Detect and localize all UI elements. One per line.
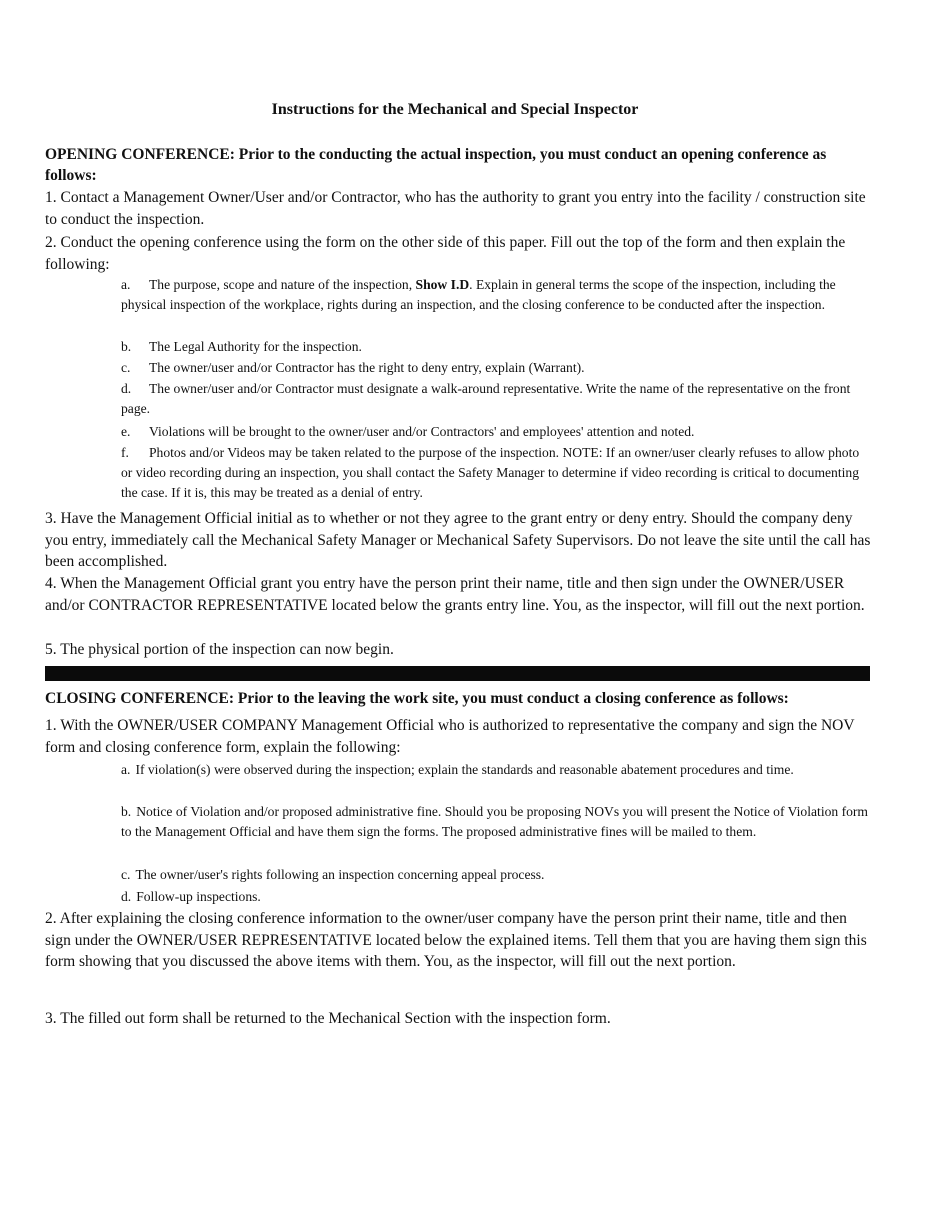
- opening-step-4: 4. When the Management Official grant you entry have the person print their name, title and then sign under the OWNER/USER and/or CONTRACTOR REPRESENTATIVE located below the grants entry line. You, as the inspector, will fill out the next portion.: [45, 575, 865, 614]
- item-letter: c.: [121, 867, 131, 882]
- closing-step-1: 1. With the OWNER/USER COMPANY Management Official who is authorized to representative the company and sign the NOV form and closing conference form, explain the following:: [45, 717, 855, 756]
- closing-step-3: 3. The filled out form shall be returned to the Mechanical Section with the inspection form.: [45, 1010, 611, 1027]
- item-letter: a.: [121, 762, 131, 777]
- closing-item-b: b. Notice of Violation and/or proposed administrative fine. Should you be proposing NOVs you will present the Notice of Violation form to the Management Official and have them sign the forms. The proposed administrative fines will be mailed to them.: [121, 804, 869, 839]
- item-letter: b.: [121, 804, 132, 819]
- item-letter: f.: [121, 445, 129, 460]
- item-letter: a.: [121, 277, 131, 292]
- page-title: Instructions for the Mechanical and Special Inspector: [271, 101, 639, 118]
- closing-conference-heading: CLOSING CONFERENCE: Prior to the leaving the work site, you must conduct a closing conference as follows:: [45, 690, 789, 707]
- opening-item-b: b. The Legal Authority for the inspection.: [121, 337, 871, 357]
- opening-item-f: f. Photos and/or Videos may be taken related to the purpose of the inspection. NOTE: If an owner/user clearly refuses to allow photo or video recording during an inspection, you shall contact the Safety Manager to determine if video recording is critical to documenting the case. If it is, this may be treated as a denial of entry.: [121, 445, 860, 500]
- item-letter: c.: [121, 360, 131, 375]
- item-letter: e.: [121, 424, 131, 439]
- opening-item-d: d. The owner/user and/or Contractor must designate a walk-around representative. Write the name of the representative on the front page.: [121, 381, 851, 416]
- closing-item-d: d. Follow-up inspections.: [121, 887, 871, 907]
- item-letter: d.: [121, 889, 132, 904]
- opening-item-a: a. The purpose, scope and nature of the inspection, Show I.D. Explain in general terms the scope of the inspection, including the physical inspection of the workplace, rights during an inspection, and the closing conference to be conducted after the inspection.: [121, 277, 836, 312]
- item-letter: d.: [121, 381, 132, 396]
- opening-step-1: 1. Contact a Management Owner/User and/or Contractor, who has the authority to grant you entry into the facility / construction site to conduct the inspection.: [45, 189, 866, 228]
- opening-item-c: c. The owner/user and/or Contractor has the right to deny entry, explain (Warrant).: [121, 358, 871, 378]
- item-letter: b.: [121, 339, 132, 354]
- opening-step-5: 5. The physical portion of the inspection can now begin.: [45, 641, 394, 658]
- closing-item-a: a. If violation(s) were observed during the inspection; explain the standards and reasonable abatement procedures and time.: [121, 760, 871, 780]
- opening-step-3: 3. Have the Management Official initial as to whether or not they agree to the grant entry or deny entry. Should the company deny you entry, immediately call the Mechanical Safety Manager or Mechanical Safety Supervisors. Do not leave the site until the call has been accomplished.: [45, 510, 871, 570]
- opening-conference-heading: OPENING CONFERENCE: Prior to the conducting the actual inspection, you must conduct an opening conference as follows:: [45, 146, 827, 184]
- opening-item-e: e. Violations will be brought to the owner/user and/or Contractors' and employees' attention and noted.: [121, 422, 871, 442]
- show-id-emphasis: Show I.D: [415, 277, 470, 292]
- opening-step-2: 2. Conduct the opening conference using the form on the other side of this paper. Fill out the top of the form and then explain the following:: [45, 234, 846, 273]
- closing-item-c: c. The owner/user's rights following an inspection concerning appeal process.: [121, 865, 871, 885]
- closing-step-2: 2. After explaining the closing conference information to the owner/user company have the person print their name, title and then sign under the OWNER/USER REPRESENTATIVE located below the explained items. Tell them that you are having them sign this form showing that you discussed the above items with them. You, as the inspector, will fill out the next portion.: [45, 910, 867, 970]
- section-divider-bar: [45, 666, 870, 681]
